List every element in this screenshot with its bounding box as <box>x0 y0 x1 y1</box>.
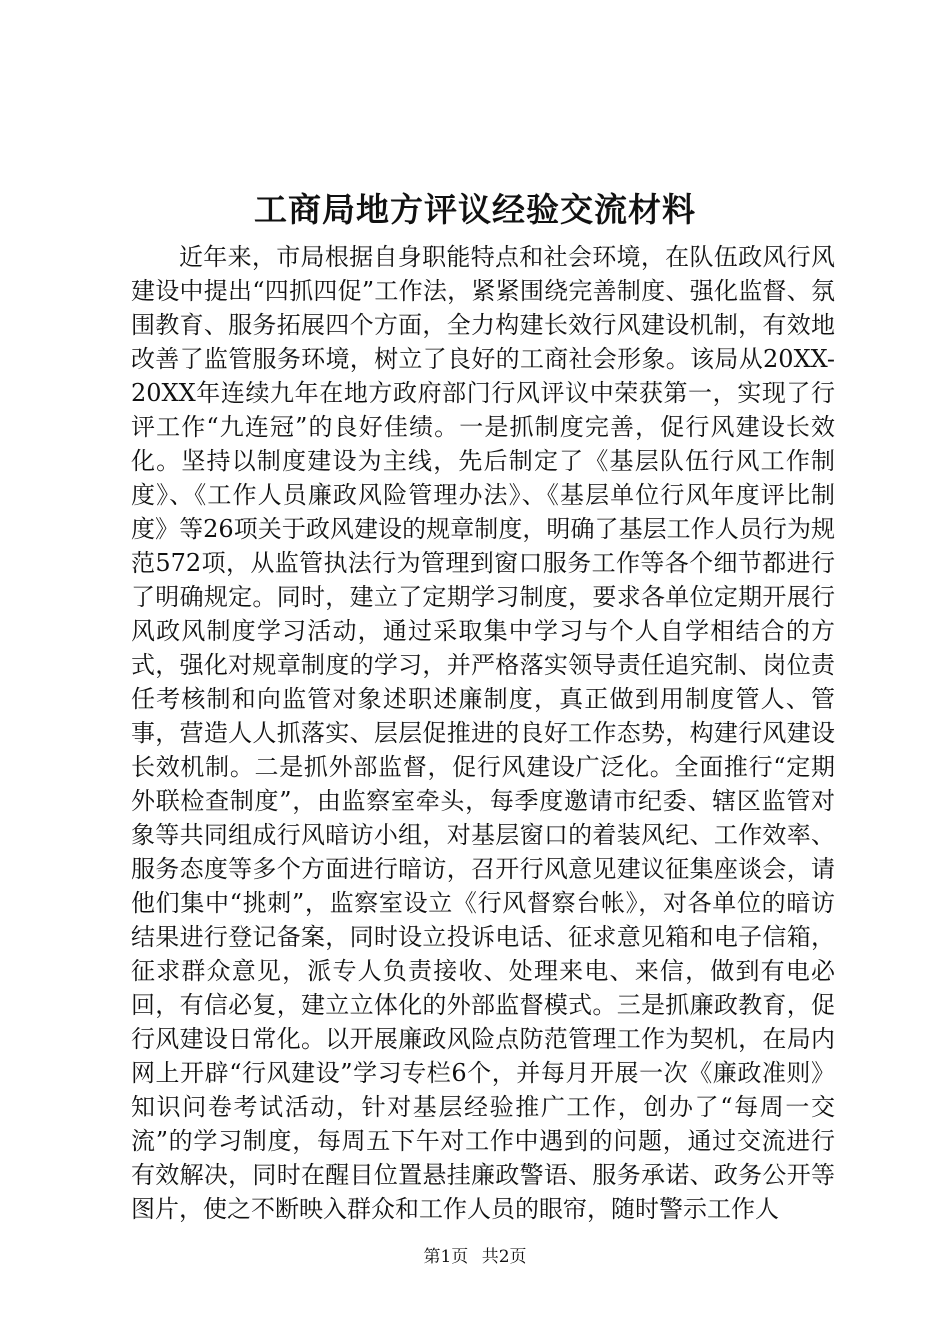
page-number-current: 第1页 <box>423 1247 469 1267</box>
document-title: 工商局地方评议经验交流材料 <box>254 190 696 229</box>
page-footer <box>0 1245 950 1269</box>
page-number-total: 共2页 <box>481 1247 527 1267</box>
document-body: 近年来，市局根据自身职能特点和社会环境，在队伍政风行风建设中提出“四抓四促”工作法，紧紧围绕完善制度、强化监督、氛围教育、服务拓展四个方面，全力构建长效行风建设机制，有效地改善了监管服务环境，树立了良好的工商社会形象。该局从20XX-20XX年连续九年在地方政府部门行风评议中荣获第一，实现了行评工作“九连冠”的良好佳绩。一是抓制度完善，促行风建设长效化。坚持以制度建设为主线，先后制定了《基层队伍行风工作制度》、《工作人员廉政风险管理办法》、《基层单位行风年度评比制度》等26项关于政风建设的规章制度，明确了基层工作人员行为规范572项，从监管执法行为管理到窗口服务工作等各个细节都进行了明确规定。同时，建立了定期学习制度，要求各单位定期开展行风政风制度学习活动，通过采取集中学习与个人自学相结合的方式，强化对规章制度的学习，并严格落实领导责任追究制、岗位责任考核制和向监管对象述职述廉制度，真正做到用制度管人、管事，营造人人抓落实、层层促推进的良好工作态势，构建行风建设长效机制。二是抓外部监督，促行风建设广泛化。全面推行“定期外联检查制度”，由监察室牵头，每季度邀请市纪委、辖区监管对象等共同组成行风暗访小组，对基层窗口的着装风纪、工作效率、服务态度等多个方面进行暗访，召开行风意见建议征集座谈会，请他们集中“挑刺”，监察室设立《行风督察台帐》，对各单位的暗访结果进行登记备案，同时设立投诉电话、征求意见箱和电子信箱，征求群众意见，派专人负责接收、处理来电、来信，做到有电必回，有信必复，建立立体化的外部监督模式。三是抓廉政教育，促行风建设日常化。以开展廉政风险点防范管理工作为契机，在局内网上开辟“行风建设”学习专栏6个，并每月开展一次《廉政准则》知识问卷考试活动，针对基层经验推广工作，创办了“每周一交流”的学习制度，每周五下午对工作中遇到的问题，通过交流进行有效解决，同时在醒目位置悬挂廉政警语、服务承诺、政务公开等图片，使之不断映入群众和工作人员的眼帘，随时警示工作人 <box>131 243 835 1223</box>
